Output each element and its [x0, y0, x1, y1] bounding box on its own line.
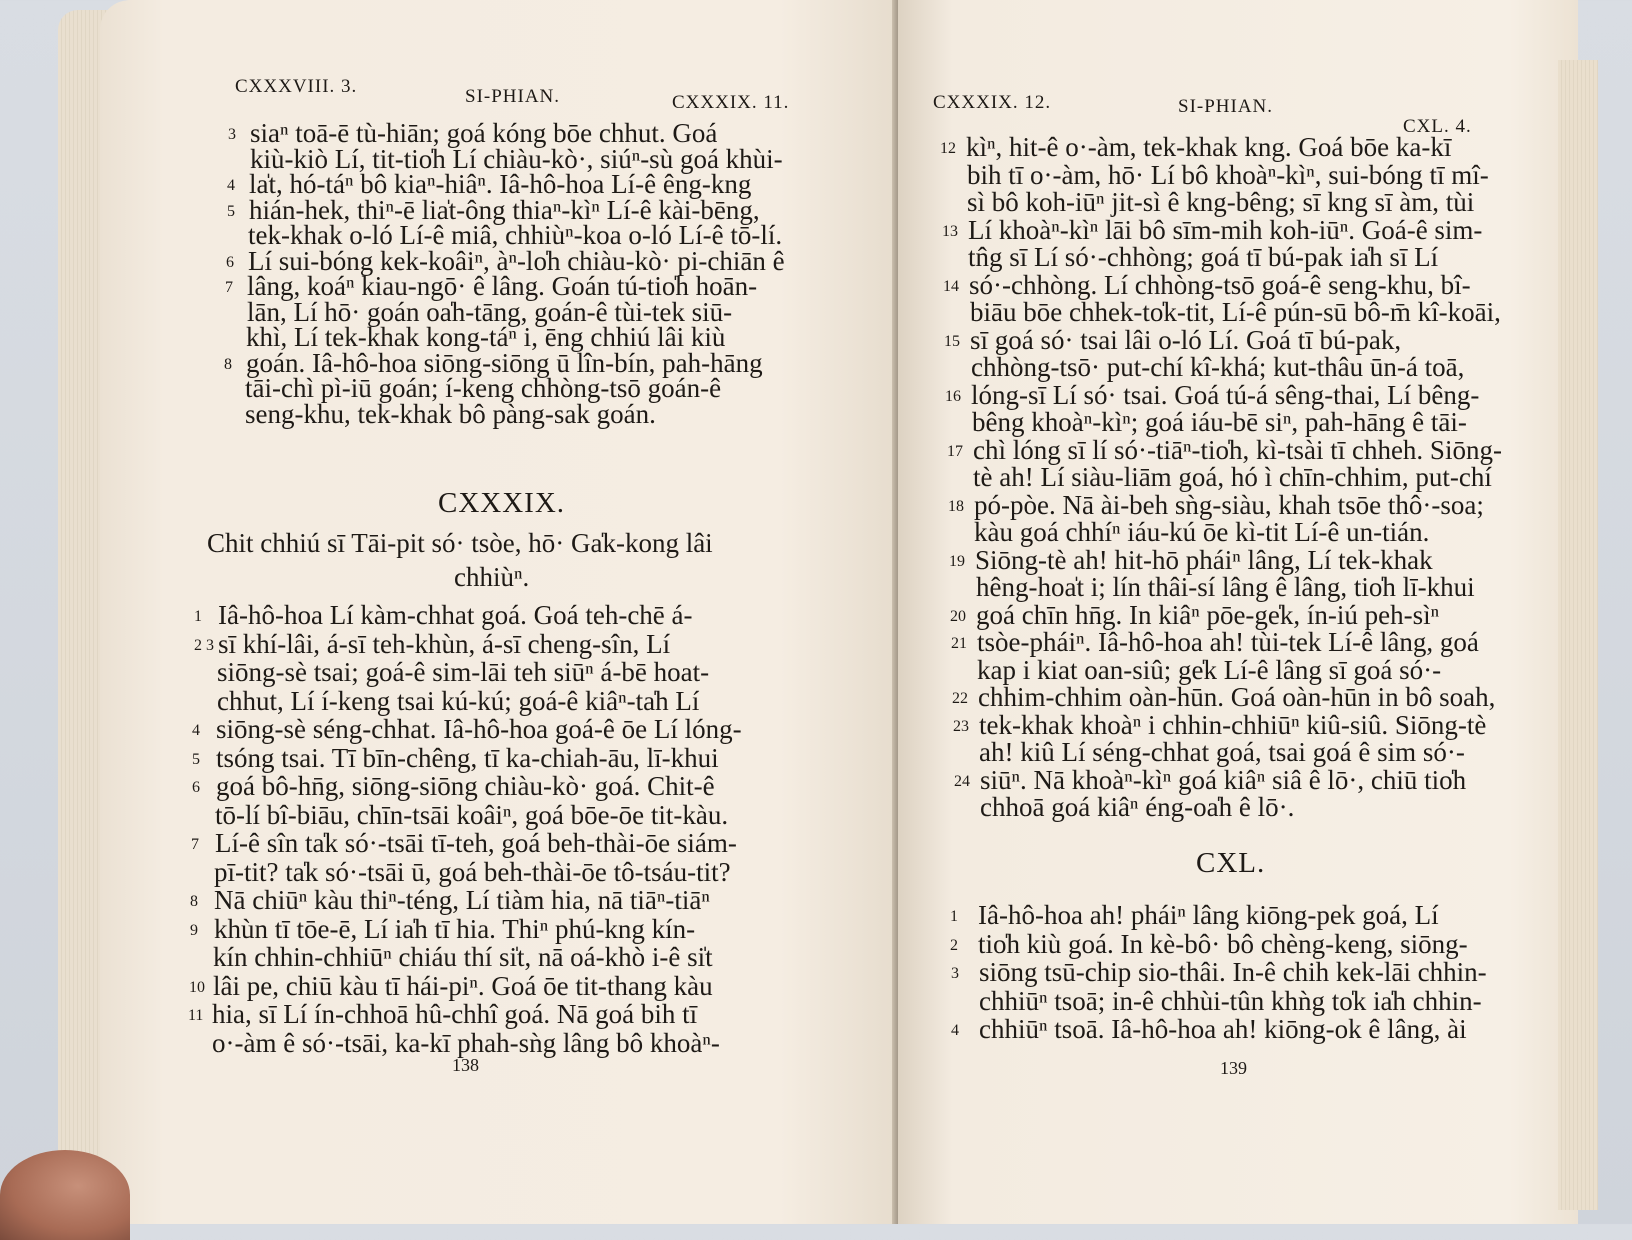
verse-number: 16 — [945, 387, 961, 405]
open-book — [40, 0, 1600, 1224]
text-line: bih tī o·-àm, hō· Lí bô khoàⁿ-kìⁿ, sui-bóng tī mî- — [967, 159, 1489, 190]
text-line: biāu bōe chhek-to̍k-tit, Lí-ê pún-sū bô-m̄ kî-koāi, — [970, 297, 1501, 327]
text-line: goá chīn hn̄g. In kiâⁿ pōe-ge̍k, ín-iú peh-sìⁿ — [976, 599, 1440, 630]
left-page — [100, 0, 900, 1224]
text-line: chì lóng sī lí só·-tiāⁿ-tio̍h, kì-tsài tī chheh. Siōng- — [973, 434, 1502, 465]
text-line: hêng-hoa̍t i; lín thâi-sí lâng ê lâng, tio̍h lī-khui — [976, 572, 1475, 602]
verse-number: 2 3 — [194, 636, 214, 654]
text-line: pó-pòe. Nā ài-beh sǹg-siàu, khah tsōe thô·-soa; — [974, 489, 1484, 520]
verse-number: 6 — [226, 253, 234, 271]
verse-number: 3 — [228, 126, 236, 143]
text-line: ah! kiû Lí séng-chhat goá, tsai goá ê sim só·- — [979, 737, 1465, 767]
verse-number: 8 — [190, 893, 198, 910]
text-line: siaⁿ toā-ē tù-hiān; goá kóng bōe chhut. Goá — [250, 118, 718, 148]
verse-number: 7 — [191, 836, 199, 853]
page-number: 139 — [1220, 1058, 1247, 1078]
verse-number: 4 — [951, 1022, 959, 1039]
text-line: kap i kiat oan-siû; ge̍k Lí-ê lâng sī goá só·- — [977, 654, 1442, 685]
verse-number: 5 — [192, 750, 200, 768]
text-line: tio̍h kiù goá. In kè-bô· bô chèng-keng, siōng- — [978, 928, 1468, 959]
verse-number: 5 — [227, 202, 235, 220]
text-line: tsóng tsai. Tī bīn-chêng, tī ka-chiah-āu, lī-khui — [216, 742, 719, 773]
verse-number: 19 — [949, 552, 965, 570]
text-line: khì, Lí tek-khak kong-táⁿ i, ēng chhiú lâi kiù — [246, 322, 726, 352]
text-line: Lí-ê sîn ta̍k só·-tsāi tī-teh, goá beh-thài-ōe siám- — [215, 828, 737, 858]
text-line: kín chhin-chhiūⁿ chiáu thí si̍t, nā oá-khò i-ê si̍t — [213, 942, 713, 972]
text-line: la̍t, hó-táⁿ bô kiaⁿ-hiâⁿ. Iâ-hô-hoa Lí-ê êng-kng — [249, 169, 752, 199]
running-head-left: CXXXVIII. 3. — [235, 76, 358, 97]
verse-number: 4 — [227, 177, 235, 194]
text-line: tn̂g sī Lí só·-chhòng; goá tī bú-pak ia̍h sī Lí — [968, 242, 1439, 272]
verse-number: 22 — [952, 690, 968, 707]
chapter-heading: CXL. — [1196, 847, 1266, 879]
text-line: goá bô-hn̄g, siōng-siōng chiàu-kò· goá. Chit-ê — [216, 771, 715, 801]
text-line: chhiūⁿ tsoā; in-ê chhùi-tûn khǹg to̍k ia̍h chhin- — [979, 985, 1482, 1016]
page-edges-right — [1558, 60, 1598, 1210]
running-head-right: CXXXIX. 11. — [672, 92, 790, 113]
text-line: tāi-chì pì-iū goán; í-keng chhòng-tsō goán-ê — [245, 373, 722, 403]
text-line: kàu goá chhíⁿ iáu-kú ōe kì-tit Lí-ê un-tián. — [974, 517, 1430, 547]
text-line: kìⁿ, hit-ê o·-àm, tek-khak kng. Goá bōe ka-kī — [966, 132, 1452, 162]
text-line: pī-tit? ta̍k só·-tsāi ū, goá beh-thài-ōe tô-tsáu-tit? — [214, 856, 731, 887]
text-line: tsòe-pháiⁿ. Iâ-hô-hoa ah! tùi-tek Lí-ê lâng, goá — [977, 627, 1479, 657]
text-line: kiù-kiò Lí, tit-tio̍h Lí chiàu-kò·, siúⁿ-sù goá khùi- — [250, 143, 783, 174]
running-head-left: CXXXIX. 12. — [933, 92, 1052, 113]
text-line: sī khí-lâi, á-sī teh-khùn, á-sī cheng-sîn, Lí — [218, 628, 671, 659]
verse-number: 10 — [189, 978, 205, 996]
running-head-right: CXL. 4. — [1403, 116, 1472, 137]
thumb — [0, 1150, 130, 1240]
chapter-heading: CXXXIX. — [438, 487, 566, 519]
text-line: chhiūⁿ tsoā. Iâ-hô-hoa ah! kiōng-ok ê lâng, ài — [979, 1014, 1467, 1044]
text-line: hián-hek, thiⁿ-ē lia̍t-ông thiaⁿ-kìⁿ Lí-ê kài-bēng, — [249, 194, 760, 225]
text-line: sì bô koh-iūⁿ jit-sì ê kng-bêng; sī kng sī àm, tùi — [967, 187, 1475, 217]
text-line: lóng-sī Lí só· tsai. Goá tú-á sêng-thai, Lí bêng- — [971, 379, 1480, 410]
verse-number: 17 — [947, 442, 963, 460]
verse-number: 4 — [192, 722, 200, 739]
text-line: siōng tsū-chip sio-thâi. In-ê chih kek-lāi chhin- — [979, 957, 1487, 987]
chapter-subtitle: Chit chhiú sī Tāi-pit só· tsòe, hō· Ga̍k-kong lâi — [207, 528, 713, 558]
verse-number: 12 — [940, 140, 956, 157]
text-line: sī goá só· tsai lâi o-ló Lí. Goá tī bú-pak, — [970, 324, 1402, 355]
text-line: Nā chiūⁿ kàu thiⁿ-téng, Lí tiàm hia, nā tiāⁿ-tiāⁿ — [214, 885, 710, 915]
text-line: Iâ-hô-hoa ah! pháiⁿ lâng kiōng-pek goá, Lí — [978, 900, 1439, 930]
verse-number: 8 — [224, 355, 232, 373]
text-line: seng-khu, tek-khak bô pàng-sak goán. — [245, 398, 656, 429]
text-line: chhim-chhim oàn-hūn. Goá oàn-hūn in bô soah, — [978, 682, 1496, 712]
text-line: Iâ-hô-hoa Lí kàm-chhat goá. Goá teh-chē á- — [218, 600, 693, 630]
text-line: goán. Iâ-hô-hoa siōng-siōng ū lîn-bín, pah-hāng — [246, 347, 763, 378]
verse-number: 14 — [943, 277, 959, 295]
verse-number: 24 — [954, 772, 970, 790]
verse-number: 6 — [192, 779, 200, 796]
verse-number: 20 — [950, 607, 966, 625]
text-line: tek-khak khoàⁿ i chhin-chhiūⁿ kiû-siû. Siōng-tè — [979, 709, 1487, 740]
text-line: Lí sui-bóng kek-koâiⁿ, àⁿ-lo̍h chiàu-kò· pi-chiān ê — [248, 245, 785, 276]
text-line: Lí khoàⁿ-kìⁿ lāi bô sīm-mih koh-iūⁿ. Goá-ê sim- — [968, 214, 1483, 245]
text-line: khùn tī tōe-ē, Lí ia̍h tī hia. Thiⁿ phú-kng kín- — [214, 913, 696, 944]
text-line: siōng-sè tsai; goá-ê sim-lāi teh siūⁿ á-bē hoat- — [217, 657, 710, 687]
page-number: 138 — [452, 1055, 479, 1075]
verse-number: 1 — [194, 608, 202, 625]
right-page — [898, 0, 1578, 1224]
verse-number: 15 — [944, 332, 960, 350]
text-line: só·-chhòng. Lí chhòng-tsō goá-ê seng-khu, bî- — [969, 269, 1471, 300]
verse-number: 7 — [225, 279, 233, 296]
text-line: Siōng-tè ah! hit-hō pháiⁿ lâng, Lí tek-khak — [975, 544, 1433, 575]
text-line: o·-àm ê só·-tsāi, ka-kī phah-sǹg lâng bô khoàⁿ- — [212, 1027, 720, 1058]
verse-number: 11 — [188, 1007, 204, 1024]
verse-number: 2 — [950, 936, 958, 954]
chapter-subtitle-end: chhiùⁿ. — [454, 562, 530, 592]
text-line: siūⁿ. Nā khoàⁿ-kìⁿ goá kiâⁿ siâ ê lō·, chiū tio̍h — [980, 764, 1467, 795]
text-line: lâi pe, chiū kàu tī hái-piⁿ. Goá ōe tit-thang kàu — [213, 970, 713, 1001]
text-line: siōng-sè séng-chhat. Iâ-hô-hoa goá-ê ōe Lí lóng- — [216, 714, 742, 744]
text-line: bêng khoàⁿ-kìⁿ; goá iáu-bē siⁿ, pah-hāng ê tāi- — [972, 407, 1467, 437]
text-line: tè ah! Lí siàu-liām goá, hó ì chīn-chhim, put-chí — [973, 462, 1492, 492]
text-line: chhoā goá kiâⁿ éng-oa̍h ê lō·. — [980, 792, 1295, 822]
running-head-center: SI-PHIAN. — [465, 86, 561, 107]
text-line: lâng, koáⁿ kiau-ngō· ê lâng. Goán tú-tio̍h hoān- — [247, 271, 758, 301]
running-head-center: SI-PHIAN. — [1178, 96, 1274, 117]
verse-number: 3 — [951, 965, 959, 982]
text-line: tek-khak o-ló Lí-ê miâ, chhiùⁿ-koa o-ló Lí-ê tō-lí. — [248, 220, 783, 250]
verse-number: 18 — [948, 497, 964, 515]
text-line: chhòng-tsō· put-chí kî-khá; kut-thâu ūn-á toā, — [971, 352, 1465, 382]
verse-number: 13 — [942, 222, 958, 240]
verse-number: 1 — [950, 908, 958, 925]
text-line: tō-lí bî-biāu, chīn-tsāi koâiⁿ, goá bōe-ōe tit-kàu. — [215, 799, 729, 830]
verse-number: 9 — [190, 921, 198, 939]
text-line: hia, sī Lí ín-chhoā hû-chhî goá. Nā goá bih tī — [212, 999, 698, 1029]
text-line: chhut, Lí í-keng tsai kú-kú; goá-ê kiâⁿ-ta̍h Lí — [217, 685, 700, 716]
verse-number: 23 — [953, 717, 969, 735]
verse-number: 21 — [951, 635, 967, 652]
text-line: lān, Lí hō· goán oa̍h-tāng, goán-ê tùi-tek siū- — [247, 296, 733, 327]
